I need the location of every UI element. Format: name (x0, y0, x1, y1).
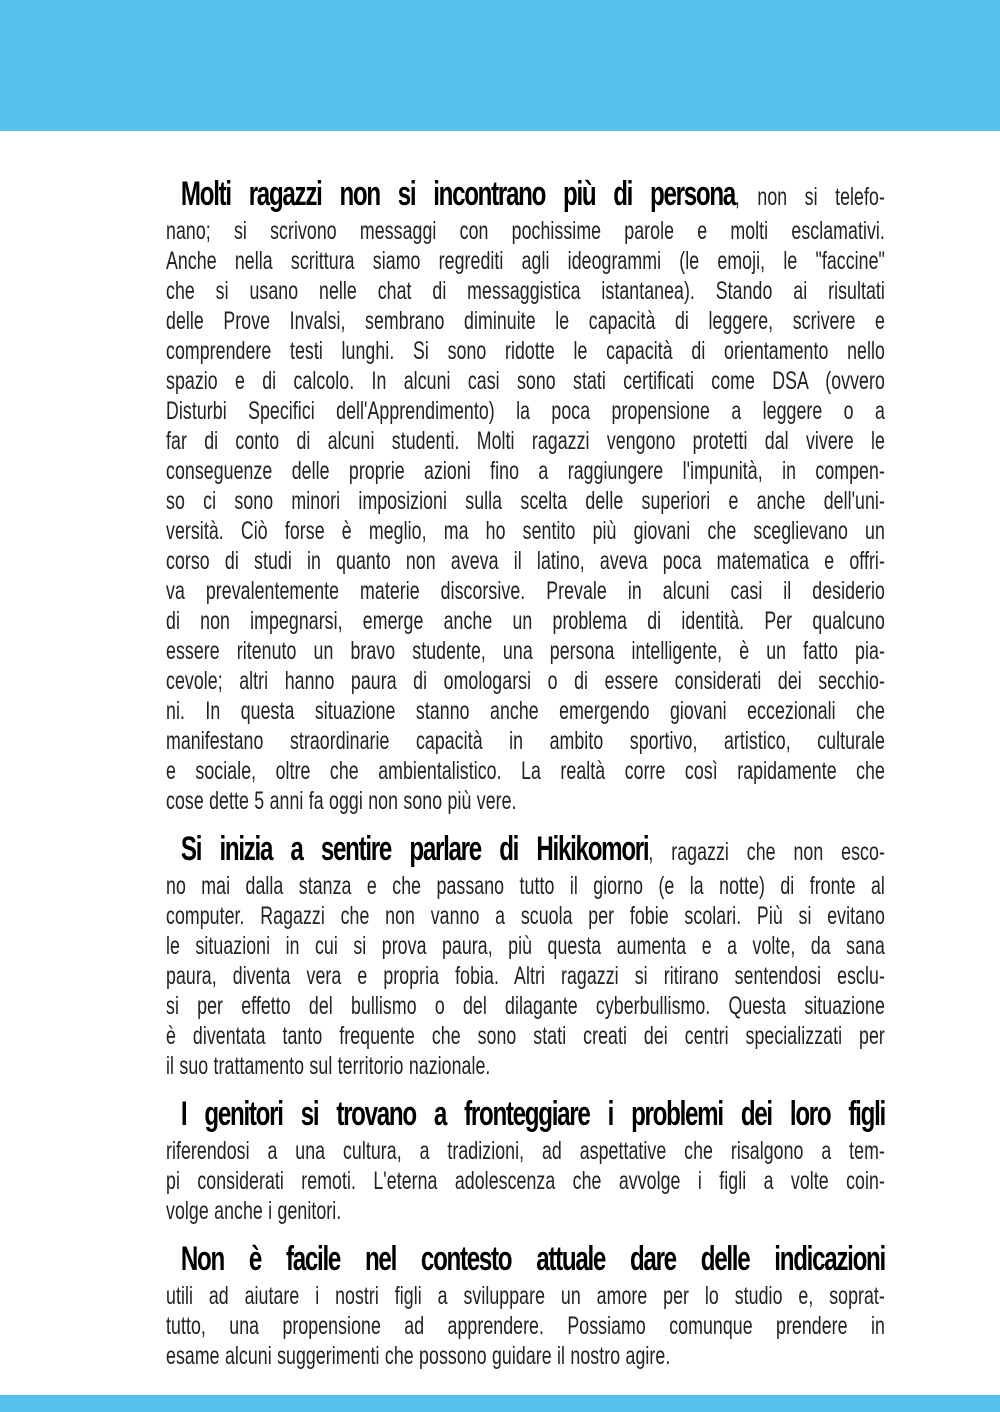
paragraph-first-line (166, 1092, 885, 1136)
paragraph-line: no mai dalla stanza e che passano tutto il giorno (e la notte) di fronte al (166, 872, 885, 900)
paragraph-heading: Si inizia a sentire parlare di Hikikomori (180, 830, 649, 868)
paragraph-lead-text: , non si telefo- (734, 183, 885, 211)
paragraph-line: ni. In questa situazione stanno anche emergendo giovani eccezionali che (166, 697, 885, 725)
paragraph-first-line (166, 827, 885, 871)
paragraph-line: è diventata tanto frequente che sono stati creati dei centri specializzati per (166, 1022, 885, 1050)
paragraph-line: essere ritenuto un bravo studente, una persona intelligente, è un fatto pia- (166, 637, 885, 665)
paragraph-heading: I genitori si trovano a fronteggiare i problemi dei loro figli (180, 1095, 885, 1133)
paragraph-line: conseguenze delle proprie azioni fino a raggiungere l'impunità, in compen- (166, 457, 885, 485)
paragraph-line: le situazioni in cui si prova paura, più questa aumenta e a volte, da sana (166, 932, 885, 960)
paragraph-line: corso di studi in quanto non aveva il latino, aveva poca matematica e offri- (166, 547, 885, 575)
paragraph-line: si per effetto del bullismo o del dilagante cyberbullismo. Questa situazione (166, 992, 885, 1020)
paragraph-line: che si usano nelle chat di messaggistica istantanea). Stando ai risultati (166, 277, 885, 305)
paragraph-line: nano; si scrivono messaggi con pochissime parole e molti esclamativi. (166, 217, 885, 245)
paragraph-heading: Molti ragazzi non si incontrano più di persona (180, 175, 735, 213)
paragraph-line: riferendosi a una cultura, a tradizioni, ad aspettative che risalgono a tem- (166, 1137, 885, 1165)
paragraph-line: so ci sono minori imposizioni sulla scelta delle superiori e anche dell'uni- (166, 487, 885, 515)
paragraph-line: versità. Ciò forse è meglio, ma ho sentito più giovani che sceglievano un (166, 517, 885, 545)
paragraph-line: paura, diventa vera e propria fobia. Altri ragazzi si ritirano sentendosi esclu- (166, 962, 885, 990)
paragraph (166, 827, 885, 1081)
page-body (166, 172, 885, 1382)
top-decor-band (0, 0, 1000, 131)
paragraph-line: e sociale, oltre che ambientalistico. La realtà corre così rapidamente che (166, 757, 885, 785)
paragraph-line: spazio e di calcolo. In alcuni casi sono stati certificati come DSA (ovvero (166, 367, 885, 395)
paragraph-line: pi considerati remoti. L'eterna adolescenza che avvolge i figli a volte coin- (166, 1167, 885, 1195)
paragraph-line: comprendere testi lunghi. Si sono ridotte le capacità di orientamento nello (166, 337, 885, 365)
paragraph (166, 1092, 885, 1226)
paragraph-line: volge anche i genitori. (166, 1197, 342, 1225)
paragraph-line: utili ad aiutare i nostri figli a sviluppare un amore per lo studio e, soprat- (166, 1282, 885, 1310)
paragraph-line: far di conto di alcuni studenti. Molti ragazzi vengono protetti dal vivere le (166, 427, 885, 455)
paragraph (166, 172, 885, 816)
paragraph-line: cevole; altri hanno paura di omologarsi o di essere considerati dei secchio- (166, 667, 885, 695)
paragraph-line: Anche nella scrittura siamo regrediti agli ideogrammi (le emoji, le "faccine" (166, 247, 885, 275)
paragraph-lead-text: , ragazzi che non esco- (648, 838, 885, 866)
paragraph-line: Disturbi Specifici dell'Apprendimento) la poca propensione a leggere o a (166, 397, 885, 425)
paragraph-line: il suo trattamento sul territorio nazionale. (166, 1052, 491, 1080)
paragraph-line: computer. Ragazzi che non vanno a scuola per fobie scolari. Più si evitano (166, 902, 885, 930)
paragraph-line: va prevalentemente materie discorsive. Prevale in alcuni casi il desiderio (166, 577, 885, 605)
paragraph-line: cose dette 5 anni fa oggi non sono più vere. (166, 787, 517, 815)
paragraph-first-line (166, 172, 885, 216)
paragraph-line: di non impegnarsi, emerge anche un problema di identità. Per qualcuno (166, 607, 885, 635)
paragraph-first-line (166, 1237, 885, 1281)
paragraph-line: esame alcuni suggerimenti che possono guidare il nostro agire. (166, 1342, 671, 1370)
paragraph (166, 1237, 885, 1371)
bottom-decor-band (0, 1395, 1000, 1412)
paragraph-line: delle Prove Invalsi, sembrano diminuite le capacità di leggere, scrivere e (166, 307, 885, 335)
paragraph-line: manifestano straordinarie capacità in ambito sportivo, artistico, culturale (166, 727, 885, 755)
paragraph-line: tutto, una propensione ad apprendere. Possiamo comunque prendere in (166, 1312, 885, 1340)
paragraph-heading: Non è facile nel contesto attuale dare delle indicazioni (180, 1240, 885, 1278)
